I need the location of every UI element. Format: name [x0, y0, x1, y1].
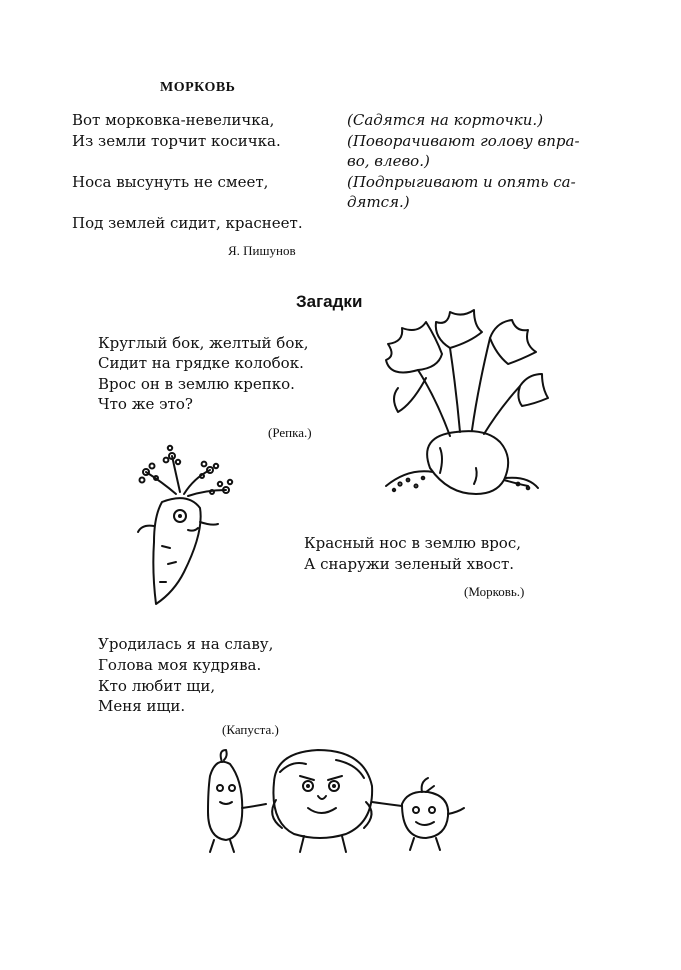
riddle-line: Круглый бок, желтый бок, [98, 334, 309, 352]
poem-title: МОРКОВЬ [160, 80, 236, 95]
poem-action: (Садятся на корточки.) [347, 111, 544, 129]
riddle-line: Врос он в землю крепко. [98, 375, 295, 393]
riddle-line: Голова моя кудрява. [98, 656, 262, 674]
poem-line: Вот морковка-невеличка, [72, 111, 275, 129]
riddle-line: Меня ищи. [98, 697, 186, 715]
riddle-line: Красный нос в землю врос, [304, 534, 521, 552]
riddle-answer: (Капуста.) [222, 722, 279, 737]
poem-action: дятся.) [347, 193, 410, 211]
riddle-answer: (Морковь.) [464, 584, 525, 599]
riddle-line: Сидит на грядке колобок. [98, 354, 304, 372]
riddle-line: Кто любит щи, [98, 677, 216, 695]
riddle-answer: (Репка.) [268, 425, 312, 440]
poem-line: Из земли торчит косичка. [72, 132, 281, 150]
turnip-illustration [378, 308, 550, 503]
riddles-heading: Загадки [296, 292, 363, 311]
riddle-line: А снаружи зеленый хвост. [304, 555, 515, 573]
poem-action: во, влево.) [347, 152, 430, 170]
poem-action: (Поворачивают голову впра- [347, 132, 580, 150]
riddle-line: Что же это? [98, 395, 193, 413]
poem-line: Под землей сидит, краснеет. [72, 214, 303, 232]
poem-line: Носа высунуть не смеет, [72, 173, 269, 191]
poem-action: (Подпрыгивают и опять са- [347, 173, 576, 191]
vegetables-illustration [196, 742, 476, 860]
poem-author: Я. Пишунов [228, 243, 296, 258]
riddle-line: Уродилась я на славу, [98, 635, 274, 653]
carrot-illustration [132, 442, 242, 610]
